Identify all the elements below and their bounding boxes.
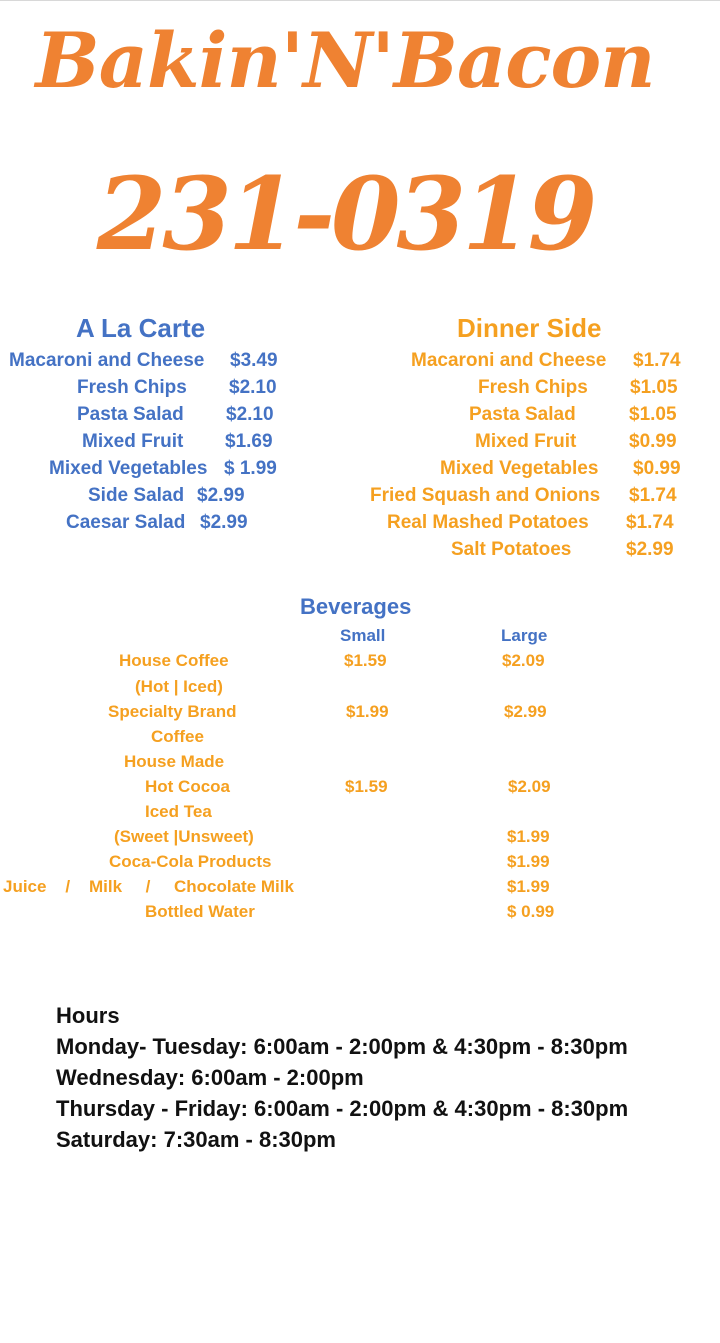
ds-item-name: Real Mashed Potatoes [387, 512, 589, 533]
bev-price-large: $2.99 [504, 702, 547, 721]
alc-item-name: Pasta Salad [77, 404, 184, 425]
ds-item-name: Fried Squash and Onions [370, 485, 601, 506]
bev-price-small: $1.99 [346, 702, 389, 721]
hours-line: Saturday: 7:30am - 8:30pm [56, 1127, 336, 1152]
ds-item-price: $1.05 [630, 377, 678, 398]
alc-item-name: Mixed Fruit [82, 431, 184, 452]
ds-item-price: $1.05 [629, 404, 677, 425]
phone-number: 231-0319 [96, 155, 594, 273]
top-divider [0, 0, 720, 1]
ds-item-name: Macaroni and Cheese [411, 350, 607, 371]
hours-section [56, 1000, 628, 1155]
alc-item-price: $2.10 [229, 377, 277, 398]
bev-price-large: $2.09 [508, 777, 551, 796]
dinner-side-title: Dinner Side [457, 313, 602, 343]
bev-col-small: Small [340, 626, 386, 645]
hours-title: Hours [56, 1003, 120, 1028]
alc-item-price: $2.10 [226, 404, 274, 425]
bev-item-subname: (Sweet |Unsweet) [114, 827, 254, 846]
ds-item-name: Mixed Vegetables [440, 458, 599, 479]
alc-item-price: $1.69 [225, 431, 273, 452]
ds-item-price: $0.99 [629, 431, 677, 452]
bev-item-name: Specialty Brand [108, 702, 237, 721]
beverages-title: Beverages [300, 594, 412, 619]
bev-item-name: Iced Tea [145, 802, 212, 821]
ds-item-price: $1.74 [629, 485, 677, 506]
ds-item-price: $0.99 [633, 458, 681, 479]
bev-item-subname: Coffee [151, 727, 204, 746]
alc-item-price: $2.99 [200, 512, 248, 533]
bev-price-small: $1.59 [345, 777, 388, 796]
bev-price-small: $1.59 [344, 651, 387, 670]
hours-line: Monday- Tuesday: 6:00am - 2:00pm & 4:30pm - 8:30pm [56, 1034, 628, 1059]
bev-item-name: Juice / Milk / Chocolate Milk [3, 877, 294, 896]
ds-item-name: Pasta Salad [469, 404, 576, 425]
alc-item-name: Side Salad [88, 485, 185, 506]
bev-price-large: $1.99 [507, 877, 550, 896]
ds-item-name: Mixed Fruit [475, 431, 577, 452]
bev-item-subname: (Hot | Iced) [135, 677, 223, 696]
ds-item-price: $2.99 [626, 539, 674, 560]
bev-item-subname: Hot Cocoa [145, 777, 230, 796]
ds-item-price: $1.74 [626, 512, 674, 533]
ds-item-name: Fresh Chips [478, 377, 588, 398]
a-la-carte-title: A La Carte [76, 313, 206, 343]
bev-item-name: House Made [124, 752, 225, 771]
hours-line: Wednesday: 6:00am - 2:00pm [56, 1065, 364, 1090]
alc-item-price: $ 1.99 [224, 458, 277, 479]
bev-price-large: $1.99 [507, 827, 550, 846]
alc-item-price: $3.49 [230, 350, 278, 371]
ds-item-name: Salt Potatoes [451, 539, 572, 560]
alc-item-name: Macaroni and Cheese [9, 350, 205, 371]
alc-item-price: $2.99 [197, 485, 245, 506]
alc-item-name: Mixed Vegetables [49, 458, 208, 479]
restaurant-name: Bakin'N'Bacon [35, 16, 655, 105]
bev-price-large: $1.99 [507, 852, 550, 871]
alc-item-name: Fresh Chips [77, 377, 187, 398]
bev-price-large: $2.09 [502, 651, 545, 670]
bev-item-name: Bottled Water [145, 902, 255, 921]
bev-item-name: Coca-Cola Products [109, 852, 272, 871]
bev-item-name: House Coffee [119, 651, 229, 670]
bev-price-large: $ 0.99 [507, 902, 555, 921]
hours-line: Thursday - Friday: 6:00am - 2:00pm & 4:30pm - 8:30pm [56, 1096, 629, 1121]
ds-item-price: $1.74 [633, 350, 681, 371]
bev-col-large: Large [501, 626, 548, 645]
alc-item-name: Caesar Salad [66, 512, 186, 533]
